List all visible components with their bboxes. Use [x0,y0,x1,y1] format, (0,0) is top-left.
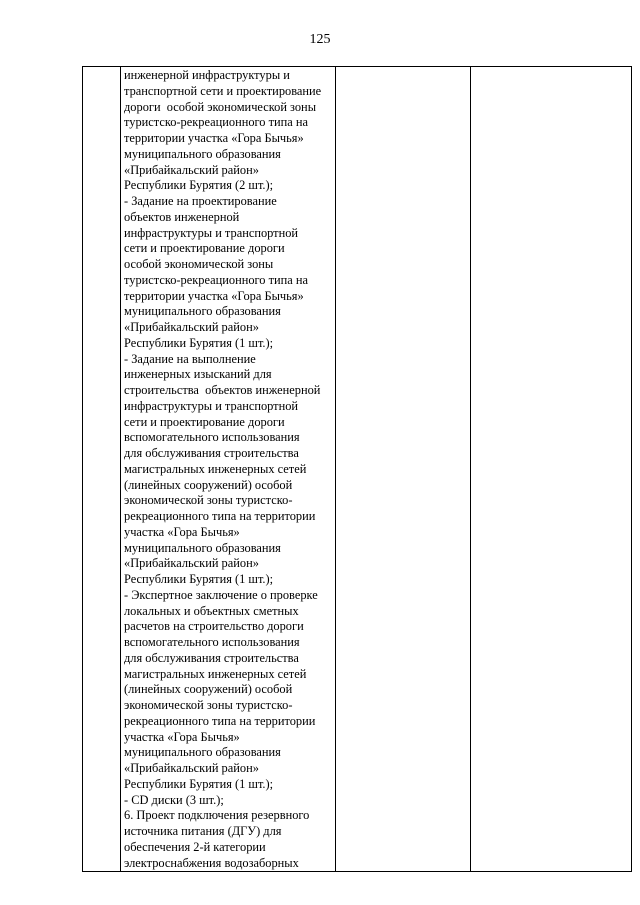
cell-number-text [83,67,120,68]
table-cell-description [121,67,336,872]
document-table [82,66,632,872]
cell-column-4-text [471,67,631,68]
table-row [83,67,632,872]
table-cell-column-4 [471,67,632,872]
table-cell-column-3 [336,67,471,872]
cell-description-text: инженерной инфраструктуры и транспортной сети и проектирование дороги особой экономической зоны туристско-рекреационного типа на территории участка «Гора Бычья» муниципального образования «Прибайкальский район» Республики Бурятия (2 шт.); - Задание на проектирование объектов инженерной инфраструктуры и транспортной сети и проектирование дороги особой экономической зоны туристско-рекреационного типа на территории участка «Гора Бычья» муниципального образования «Прибайкальский район» Республики Бурятия (1 шт.); - Задание на выполнение инженерных изысканий для строительства объектов инженерной инфраструктуры и транспортной сети и проектирование дороги вспомогательного использования для обслуживания строительства магистральных инженерных сетей (линейных сооружений) особой экономической зоны туристско- рекреационного типа на территории участка «Гора Бычья» муниципального образования «Прибайкальский район» Республики Бурятия (1 шт.); - Экспертное заключение о проверке локальных и объектных сметных расчетов на строительство дороги вспомогательного использования для обслуживания строительства магистральных инженерных сетей (линейных сооружений) особой экономической зоны туристско- рекреационного типа на территории участка «Гора Бычья» муниципального образования «Прибайкальский район» Республики Бурятия (1 шт.); - CD диски (3 шт.); 6. Проект подключения резервного источника питания (ДГУ) для обеспечения 2-й категории электроснабжения водозаборных [124,68,322,870]
page-number: 125 [309,32,331,47]
cell-column-3-text [336,67,470,68]
table-cell-number [83,67,121,872]
